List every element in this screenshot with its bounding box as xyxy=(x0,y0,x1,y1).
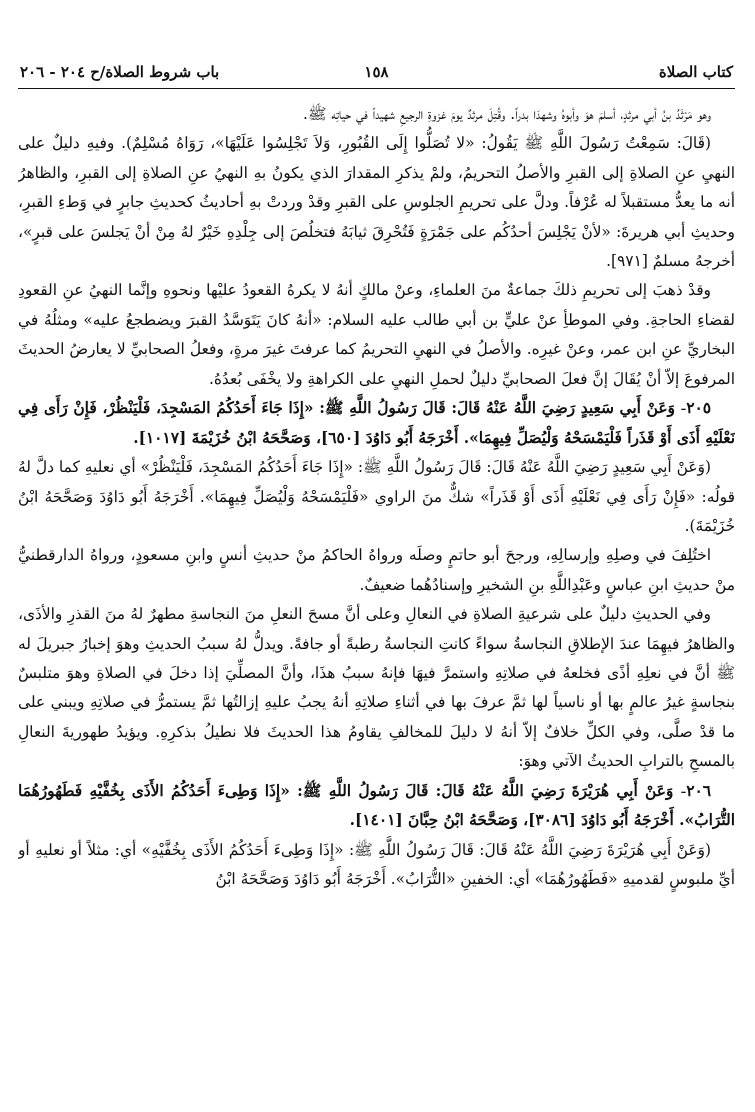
paragraph: وقدْ ذهبَ إلى تحريمِ ذلكَ جماعةٌ منَ العلماءِ، وعنْ مالكٍ أنهُ لا يكرهُ القعودُ عليْها ونحوهِ وإنَّما النهيُ عنِ القعودِ لقضاءِ الحاجةِ. وفي الموطأِ عنْ عليٍّ بن أبي طالب عليه السلام: «أنهُ كانَ يَتَوَسَّدُ القبرَ ويضطجعُ عليه» ومثلُهُ في البخاريِّ عنِ ابن عمر، وعنْ غيرِه. والأصلُ في النهيِ التحريمُ كما عرفتَ غيرَ مرةٍ، وفعلُ الصحابيِّ لا يعارضُ الحديثَ المرفوعَ إلاّ أنْ يُقَالَ إنَّ فعلَ الصحابيِّ دليلٌ لحملِ النهيِ على الكراهةِ ولا يخْفَى بُعدُهُ. xyxy=(18,281,735,388)
book-title: كتاب الصلاة xyxy=(658,63,733,81)
hadith-206 xyxy=(18,777,735,836)
paragraph: اختُلِفَ في وصلِهِ وإرسالِهِ، ورجحَ أبو حاتمٍ وصلَه ورواهُ الحاكمُ منْ حديثِ أنسٍ وابنِ مسعودٍ، ورواهُ الدارقطنيُّ منْ حديثِ ابنِ عباسٍ وعَبْدِاللَّهِ بنِ الشخيرِ وإسنادُهُما ضعيفٌ. xyxy=(18,546,735,594)
paragraph: (وَعَنْ أَبِي سَعِيدٍ رَضِيَ اللَّهُ عَنْهُ قَالَ: قَالَ رَسُولُ اللَّهِ ﷺ: «إِذَا جَاءَ أَحَدُكُمُ المَسْجِدَ، فَلْيَنْظُرْ» أي نعليهِ كما دلَّ لهُ قولُه: «فَإِنْ رَأَى فِي نَعْلَيْهِ أَذَى أَوْ قَذَراً» شكٌّ منَ الراوي «فَلْيَمْسَحْهُ وَلْيُصَلِّ فِيهِمَا». أَخْرَجَهُ أَبُو دَاوُدَ وَصَحَّحَهُ ابْنُ خُزَيْمَةَ). xyxy=(18,458,735,535)
running-header xyxy=(18,58,735,89)
hadith-205 xyxy=(18,394,735,453)
hadith-number: ٢٠٥ xyxy=(686,399,711,418)
hadith-number: ٢٠٦ xyxy=(686,781,712,800)
paragraph: (قَالَ: سَمِعْتُ رَسُولَ اللَّهِ ﷺ يَقُولُ: «لا تُصَلُّوا إِلَى القُبُورِ، وَلاَ تَجْلِسُوا عَلَيْهَا»، رَوَاهُ مُسْلِمٌ). وفيهِ دليلٌ على النهيِ عنِ الصلاةِ إلى القبرِ والأصلُ التحريمُ، ولمْ يذكرِ المقدارَ الذي يكونُ بهِ النهيُ عنِ الصلاةِ إلى القبرِ، والظاهرُ أنه ما يعدُّ مستقبلاً له عُرْفاً. ودلَّ على تحريمِ الجلوسِ على القبرِ وقدْ وردتْ بهِ أحاديثُ كحديثِ جابرٍ في وَطءِ القبرِ، وحديثِ أبي هريرةَ: «لأنْ يَجْلِسَ أحدُكُم على جَمْرَةٍ فَتُحْرِقَ ثيابَهُ فتخلُصَ إلى جِلْدِهِ خَيْرٌ لهُ مِنْ أنْ يَجلسَ على قبرٍ»، أخرجهُ مسلمٌ [٩٧١]. xyxy=(18,134,735,271)
hadith-marker: – xyxy=(680,784,687,798)
paragraph: وهو مَرْثَدُ بنُ أبي مرثدٍ، أسلمَ هوَ وأبوهُ وشهدَا بدراً. وقُتِلَ مرثدٌ يومَ غزوةِ الرجيعِ شهيداً في حياتِه ﷺ. xyxy=(303,105,711,123)
hadith-text: وَعَنْ أَبِي سَعِيدٍ رَضِيَ اللَّهُ عَنْهُ قَالَ: قَالَ رَسُولُ اللَّهِ ﷺ: «إِذَا جَاءَ أَحَدُكُمُ المَسْجِدَ، فَلْيَنْظُرْ، فَإِنْ رَأَى فِي نَعْلَيْهِ أَذَى أَوْ قَذَراً فَلْيَمْسَحْهُ وَلْيُصَلِّ فِيهِمَا». أَخْرَجَهُ أَبُو دَاوُدَ [٦٥٠]، وَصَحَّحَهُ ابْنُ خُزَيْمَةَ [١٠١٧]. xyxy=(18,399,735,447)
paragraph: (وَعَنْ أَبِي هُرَيْرَةَ رَضِيَ اللَّهُ عَنْهُ قَالَ: قَالَ رَسُولُ اللَّهِ ﷺ: «إِذَا وَطِىءَ أَحَدُكُمُ الأَذَى بِخُفَّيْهِ» أي: مثلاً أو نعليهِ أو أيِّ ملبوسٍ لقدميهِ «فَطَهُورُهُمَا» أي: الخفينِ «التُّرَابُ». أَخْرَجَهُ أَبُو دَاوُدَ وَصَحَّحَهُ ابْنُ xyxy=(18,840,735,889)
paragraph: وفي الحديثِ دليلٌ على شرعيةِ الصلاةِ في النعالِ وعلى أنَّ مسحَ النعلِ منَ النجاسةِ مطهرٌ لهُ منَ القذرِ والأذَى، والظاهرُ فيهِمَا عندَ الإطلاقِ النجاسةُ سواءً كانتِ النجاسةُ رطبةً أو جافةً. ويدلُّ لهُ سببُ الحديثِ وهوَ إخبارُ جبريلَ له ﷺ أنَّ في نعلِهِ أذًى فخلعهُ في صلاتِهِ واستمرَّ فيهَا فإنهُ سببُ هذَا، وأنَّ المصلِّيَ إذا دخلَ في الصلاةِ وهوَ متلبسٌ بنجاسةٍ غيرُ عالمٍ بها أو ناسياً لها ثمَّ عرفَ بها في أثناءِ صلاتِهِ أنهُ يجبُ عليهِ إزالتُها ثمَّ يستمرُّ في صلاتِهِ ويبني على ما قدْ صلَّى، وفي الكلِّ خلافٌ إلاّ أنهُ لا دليلَ للمخالفِ يقاومُ هذا الحديثَ فلا نطيلُ بذكرِهِ. ويؤيدُ طهوريةَ النعالِ بالمسحِ بالترابِ الحديثُ الآتي وهوَ: xyxy=(18,605,735,771)
hadith-text: وَعَنْ أَبِي هُرَيْرَةَ رَضِيَ اللَّهُ عَنْهُ قَالَ: قَالَ رَسُولُ اللَّهِ ﷺ: «إِذَا وَطِىءَ أَحَدُكُمُ الأَذَى بِخُفَّيْهِ فَطَهُورُهُمَا التُّرَابُ». أَخْرَجَهُ أَبُو دَاوُدَ [٣٠٨٦]، وَصَحَّحَهُ ابْنُ حِبَّانَ [١٤٠١]. xyxy=(18,781,735,830)
page-body xyxy=(18,100,735,1112)
hadith-marker: – xyxy=(680,402,687,416)
chapter-title: باب شروط الصلاة/ح ٢٠٤ - ٢٠٦ xyxy=(20,63,220,81)
page-number: ١٥٨ xyxy=(364,63,389,81)
